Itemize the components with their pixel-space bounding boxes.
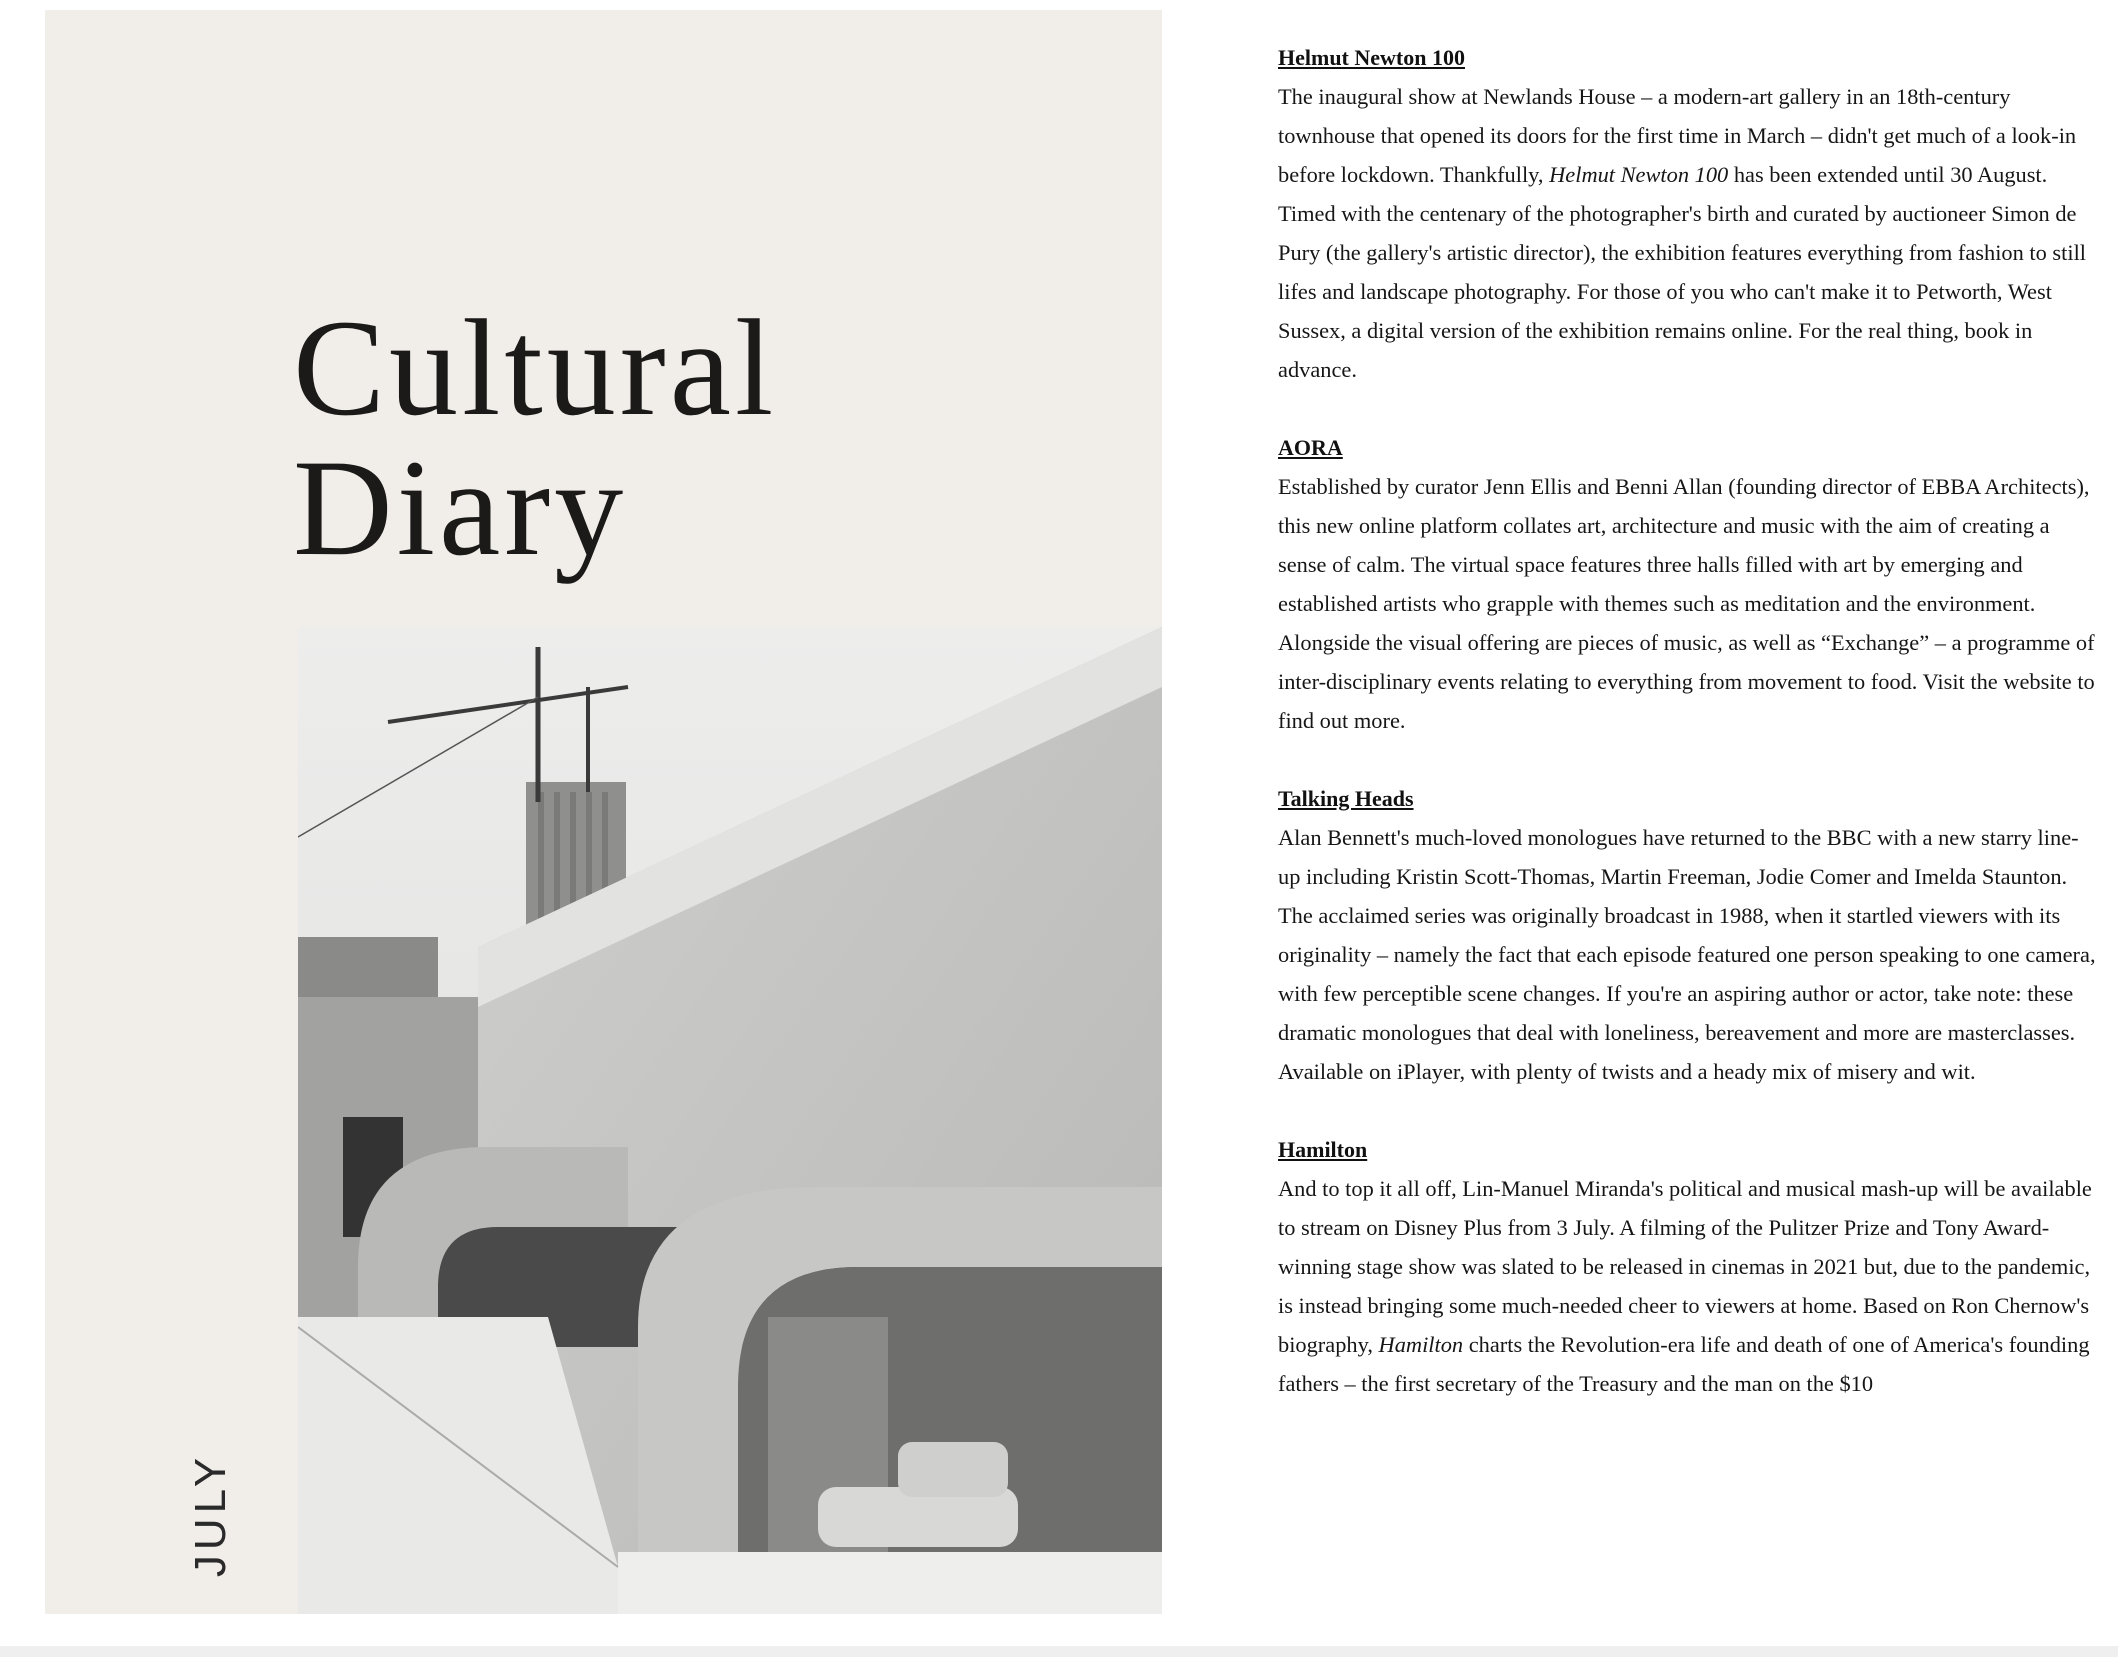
entry-hamilton — [1278, 1130, 2098, 1403]
entry-aora — [1278, 428, 2098, 740]
magazine-cover — [45, 10, 1162, 1614]
article-column — [1278, 38, 2098, 1442]
cover-title — [293, 291, 778, 584]
entry-body-italic: Helmut Newton 100 — [1549, 162, 1729, 187]
entry-body — [1278, 1169, 2098, 1403]
entry-body — [1278, 77, 2098, 389]
architecture-photo-icon — [298, 627, 1162, 1614]
entry-body: Alan Bennett's much-loved monologues have returned to the BBC with a new starry line-up including Kristin Scott-Thomas, Martin Freeman, Jodie Comer and Imelda Staunton. The acclaimed series was originally broadcast in 1988, when it startled viewers with its originality – namely the fact that each episode featured one person speaking to one camera, with few perceptible scene changes. If you're an aspiring author or actor, take note: these dramatic monologues that deal with loneliness, bereavement and more are masterclasses. Available on iPlayer, with plenty of twists and a heady mix of misery and wit. — [1278, 825, 2096, 1084]
entry-body: Established by curator Jenn Ellis and Benni Allan (founding director of EBBA Architects), this new online platform collates art, architecture and music with the aim of creating a sense of calm. The virtual space features three halls filled with art by emerging and established artists who grapple with themes such as meditation and the environment. Alongside the visual offering are pieces of music, as well as “Exchange” – a programme of inter-disciplinary events relating to everything from movement to food. Visit the website to find out more. — [1278, 474, 2095, 733]
entry-body-text: The inaugural show at Newlands House – a modern-art gallery in an 18th-century townhouse that opened its doors for the first time in March – didn't get much of a look-in before lockdown. Thankfully, — [1278, 84, 2077, 187]
page-bottom-edge — [0, 1646, 2118, 1657]
cover-month: JULY — [186, 1452, 235, 1578]
entry-helmut-newton — [1278, 38, 2098, 389]
entry-body-text: And to top it all off, Lin-Manuel Miranda's political and musical mash-up will be available to stream on Disney Plus from 3 July. A filming of the Pulitzer Prize and Tony Award-winning stage show was slated to be released in cinemas in 2021 but, due to the pandemic, is instead bringing some much-needed cheer to viewers at home. Based on Ron Chernow's biography, — [1278, 1176, 2092, 1357]
entry-heading: Helmut Newton 100 — [1278, 45, 1465, 70]
entry-heading: Hamilton — [1278, 1137, 1368, 1162]
cover-title-line-2: Diary — [293, 431, 628, 584]
entry-body-text: charts the Revolution-era life and death of one of America's founding fathers – the first secretary of the Treasury and the man on the $10 — [1278, 1332, 2090, 1396]
entry-body-text: has been extended until 30 August. Timed with the centenary of the photographer's birth and curated by auctioneer Simon de Pury (the gallery's artistic director), the exhibition features everything from fashion to still lifes and landscape photography. For those of you who can't make it to Petworth, West Sussex, a digital version of the exhibition remains online. For the real thing, book in advance. — [1278, 162, 2087, 382]
entry-body-italic: Hamilton — [1378, 1332, 1464, 1357]
entry-talking-heads — [1278, 779, 2098, 1091]
cover-title-line-1: Cultural — [293, 291, 778, 444]
entry-heading: Talking Heads — [1278, 786, 1414, 811]
entry-heading: AORA — [1278, 435, 1343, 460]
